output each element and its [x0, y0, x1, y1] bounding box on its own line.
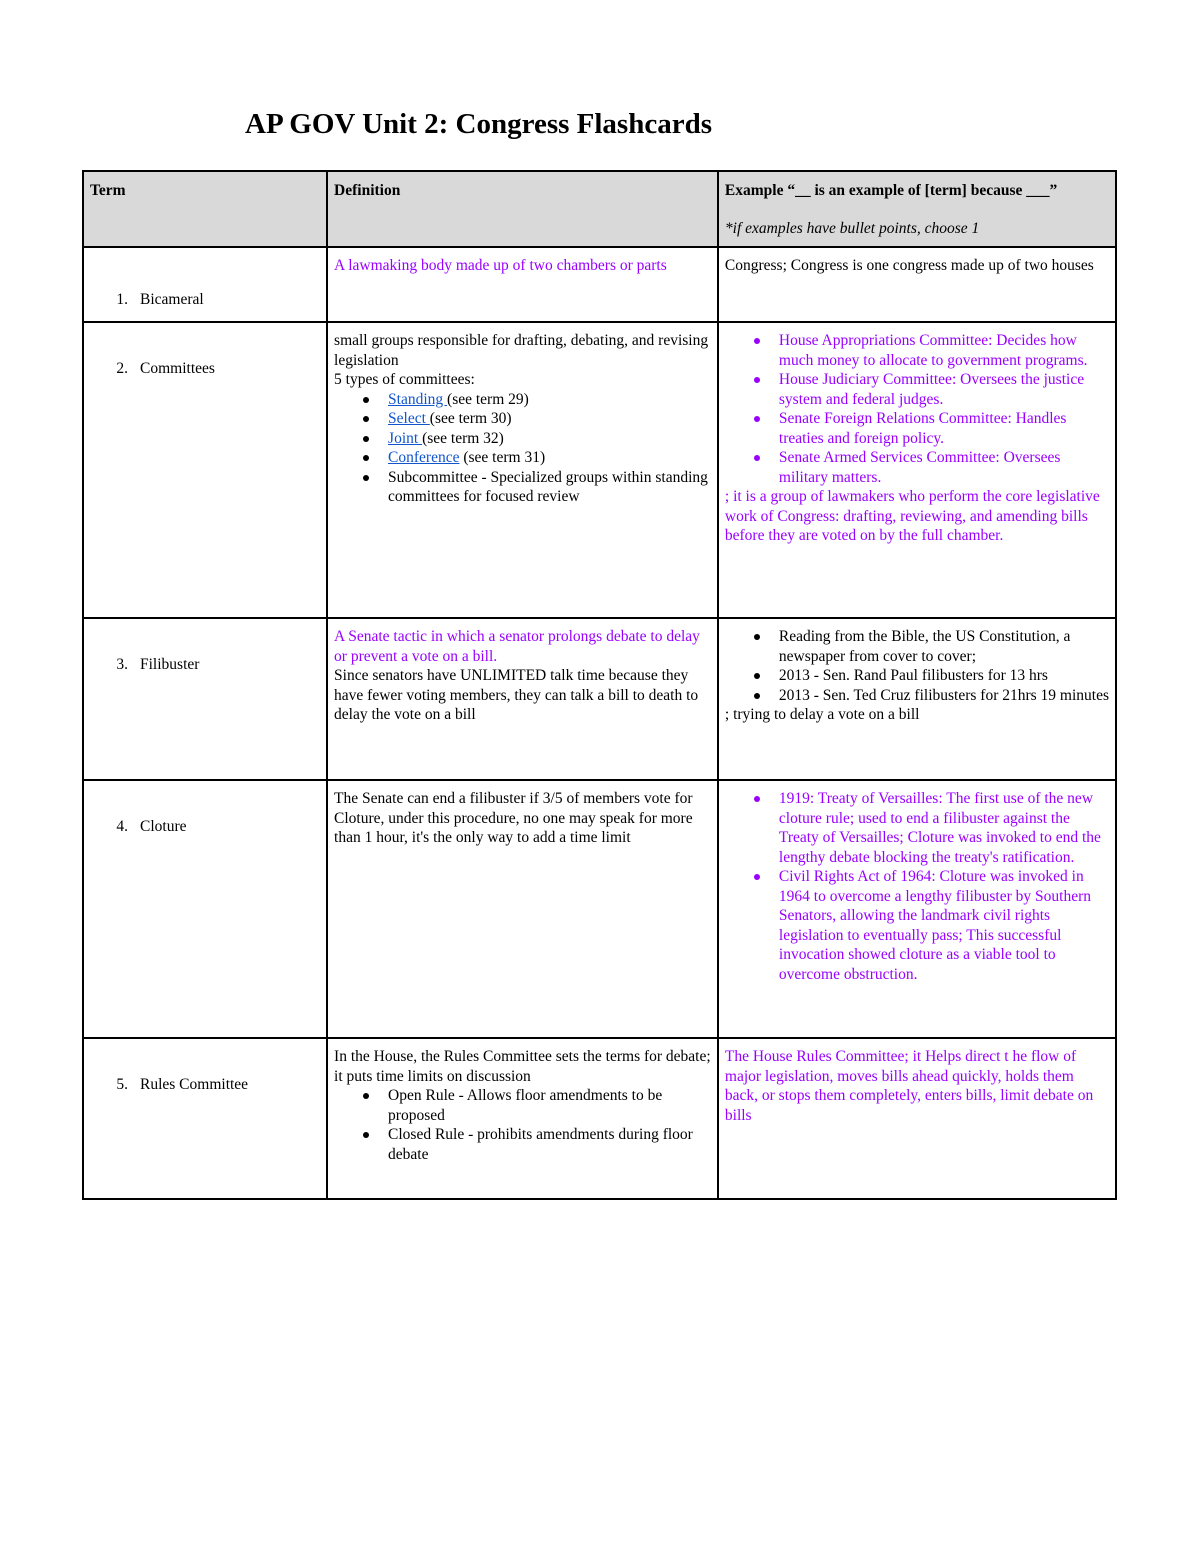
example-list: [725, 627, 1109, 705]
list-item: House Judiciary Committee: Oversees the justice system and federal judges.: [779, 370, 1109, 409]
term-number: 2.: [116, 360, 128, 377]
list-item: 2013 - Sen. Rand Paul filibusters for 13 hrs: [779, 666, 1109, 686]
definition-subtext: Since senators have UNLIMITED talk time because they have fewer voting members, they can talk a bill to death to delay the vote on a bill: [334, 667, 699, 723]
list-item-text: Subcommittee - Specialized groups within standing committees for focused review: [388, 468, 708, 505]
example-list: [725, 789, 1109, 984]
list-item: 1919: Treaty of Versailles: The first use of the new cloture rule; used to end a filibuster against the Treaty of Versailles; Cloture was invoked to end the lengthy debate blocking the treaty's ratification.: [779, 789, 1109, 867]
header-example: [718, 171, 1116, 247]
definition-text: In the House, the Rules Committee sets the terms for debate; it puts time limits on discussion: [334, 1048, 711, 1085]
example-cell: [718, 1038, 1116, 1199]
list-item: Reading from the Bible, the US Constitution, a newspaper from cover to cover;: [779, 627, 1109, 666]
definition-cell: [327, 322, 718, 618]
term-number: 4.: [116, 818, 128, 835]
term-number: 3.: [116, 656, 128, 673]
definition-cell: [327, 780, 718, 1038]
term-number: 1.: [116, 290, 128, 308]
term-label: Cloture: [140, 818, 187, 835]
list-item: Senate Foreign Relations Committee: Handles treaties and foreign policy.: [779, 409, 1109, 448]
example-cell: [718, 780, 1116, 1038]
table-row: [83, 780, 1116, 1038]
list-item: Open Rule - Allows floor amendments to be proposed: [388, 1086, 711, 1125]
list-item-text: (see term 31): [459, 449, 546, 466]
definition-cell: [327, 618, 718, 780]
list-item: Senate Armed Services Committee: Oversees military matters.: [779, 448, 1109, 487]
list-item: [388, 390, 711, 410]
example-list: [725, 331, 1109, 487]
header-term: Term: [83, 171, 327, 247]
example-tail: ; trying to delay a vote on a bill: [724, 706, 920, 723]
definition-text: small groups responsible for drafting, debating, and revising legislation: [334, 332, 709, 369]
term-cell: [83, 618, 327, 780]
table-row: [83, 618, 1116, 780]
term-label: Bicameral: [140, 290, 204, 308]
list-item: [388, 409, 711, 429]
term-cell: [83, 1038, 327, 1199]
table-row: [83, 1038, 1116, 1199]
header-example-label: Example “__ is an example of [term] because ___”: [724, 182, 1058, 199]
term-cell: [83, 780, 327, 1038]
table-row: [83, 322, 1116, 618]
list-item-text: (see term 30): [429, 410, 512, 427]
example-text: The House Rules Committee; it Helps direct t he flow of major legislation, moves bills ahead quickly, holds them back, or stops them completely, enters bills, limit debate on bills: [724, 1048, 1094, 1124]
conference-link[interactable]: Conference: [388, 449, 460, 466]
definition-text: A Senate tactic in which a senator prolongs debate to delay or prevent a vote on a bill.: [334, 628, 700, 665]
list-item-text: (see term 32): [422, 429, 504, 447]
term-cell: [83, 322, 327, 618]
example-tail: ; it is a group of lawmakers who perform the core legislative work of Congress: drafting, reviewing, and amending bills before they are voted on by the full chamber.: [724, 488, 1100, 544]
list-item-text: (see term 29): [447, 390, 529, 408]
select-link[interactable]: Select: [388, 410, 430, 427]
term-label: Rules Committee: [140, 1076, 249, 1093]
example-cell: [718, 618, 1116, 780]
committee-types-list: [334, 390, 711, 507]
term-number: 5.: [116, 1076, 128, 1093]
term-label: Filibuster: [140, 656, 200, 673]
definition-cell: [327, 1038, 718, 1199]
joint-link[interactable]: Joint: [388, 429, 423, 447]
flashcards-table: [82, 170, 1117, 1200]
example-cell: [718, 247, 1116, 322]
table-row: [83, 247, 1116, 322]
term-label: Committees: [140, 360, 215, 377]
definition-text: A lawmaking body made up of two chambers or parts: [334, 257, 667, 274]
definition-subtext: 5 types of committees:: [334, 371, 475, 388]
definition-cell: [327, 247, 718, 322]
page-title: AP GOV Unit 2: Congress Flashcards: [245, 108, 712, 140]
list-item: 2013 - Sen. Ted Cruz filibusters for 21hrs 19 minutes: [778, 686, 1110, 704]
list-item: [388, 429, 711, 449]
list-item: Closed Rule - prohibits amendments during floor debate: [388, 1125, 711, 1164]
list-item: [388, 468, 711, 507]
rule-types-list: [334, 1086, 711, 1164]
list-item: [388, 448, 711, 468]
definition-text: The Senate can end a filibuster if 3/5 of members vote for Cloture, under this procedure, no one may speak for more than 1 hour, it's the only way to add a time limit: [334, 790, 693, 846]
header-example-note: *if examples have bullet points, choose 1: [724, 219, 980, 237]
list-item: House Appropriations Committee: Decides how much money to allocate to government programs.: [779, 331, 1109, 370]
header-definition: Definition: [327, 171, 718, 247]
standing-link[interactable]: Standing: [388, 390, 448, 408]
list-item: Civil Rights Act of 1964: Cloture was invoked in 1964 to overcome a lengthy filibuster by Southern Senators, allowing the landmark civil rights legislation to eventually pass; This successful invocation showed cloture as a viable tool to overcome obstruction.: [779, 867, 1109, 984]
example-cell: [718, 322, 1116, 618]
term-cell: [83, 247, 327, 322]
table-header-row: [83, 171, 1116, 247]
example-text: Congress; Congress is one congress made up of two houses: [724, 257, 1094, 274]
